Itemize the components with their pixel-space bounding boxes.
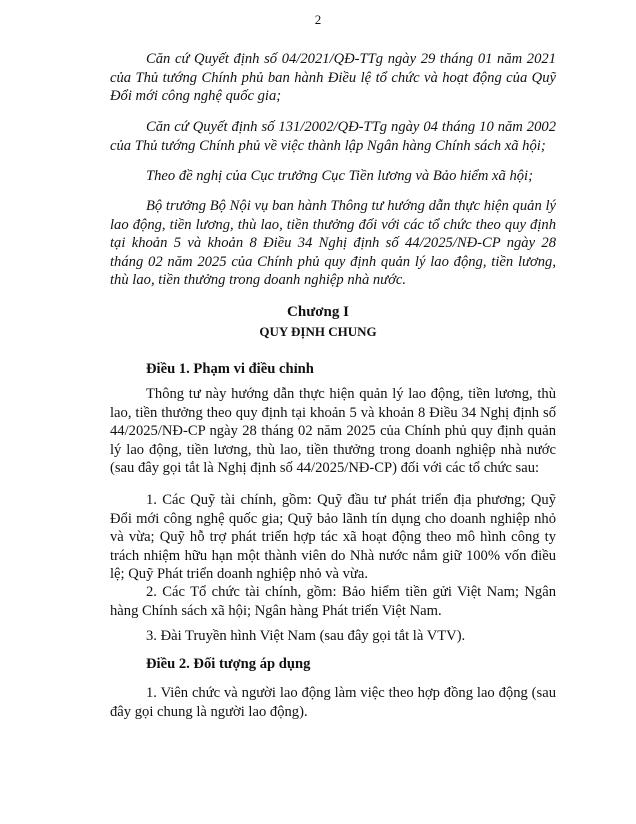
preamble-paragraph-1: Căn cứ Quyết định số 04/2021/QĐ-TTg ngày 29 tháng 01 năm 2021 của Thủ tướng Chính phủ ban hành Điều lệ tổ chức và hoạt động của Quỹ Đổi mới công nghệ quốc gia; (110, 51, 556, 104)
article-1-item-2: 2. Các Tổ chức tài chính, gồm: Bảo hiểm tiền gửi Việt Nam; Ngân hàng Chính sách xã hội; Ngân hàng Phát triển Việt Nam. (110, 584, 556, 619)
preamble-paragraph-4: Bộ trưởng Bộ Nội vụ ban hành Thông tư hướng dẫn thực hiện quản lý lao động, tiền lương, thù lao, tiền thưởng đối với các tổ chức theo quy định tại khoản 5 và khoản 8 Điều 34 Nghị định số 44/2025/NĐ-CP ngày 28 tháng 02 năm 2025 của Chính phủ quy định quản lý lao động, tiền lương, thù lao, tiền thưởng trong doanh nghiệp nhà nước. (110, 198, 556, 288)
chapter-title: Chương I (287, 304, 349, 320)
chapter-subtitle: QUY ĐỊNH CHUNG (259, 324, 377, 339)
article-1-intro: Thông tư này hướng dẫn thực hiện quản lý lao động, tiền lương, thù lao, tiền thưởng theo quy định tại khoản 5 và khoản 8 Điều 34 Nghị định số 44/2025/NĐ-CP ngày 28 tháng 02 năm 2025 của Chính phủ quy định quản lý lao động, tiền lương, thù lao, tiền thưởng trong doanh nghiệp nhà nước (sau đây gọi tắt là Nghị định số 44/2025/NĐ-CP) đối với các tổ chức sau: (110, 386, 556, 476)
article-1-item-1: 1. Các Quỹ tài chính, gồm: Quỹ đầu tư phát triển địa phương; Quỹ Đổi mới công nghệ quốc gia; Quỹ bảo lãnh tín dụng cho doanh nghiệp nhỏ và vừa; Quỹ hỗ trợ phát triển hợp tác xã hoạt động theo mô hình công ty trách nhiệm hữu hạn một thành viên do Nhà nước nắm giữ 100% vốn điều lệ; Quỹ Phát triển doanh nghiệp nhỏ và vừa. (110, 492, 556, 582)
article-1-heading: Điều 1. Phạm vi điều chỉnh (146, 361, 314, 377)
article-1-item-3: 3. Đài Truyền hình Việt Nam (sau đây gọi tắt là VTV). (146, 628, 466, 644)
preamble-paragraph-3: Theo đề nghị của Cục trưởng Cục Tiền lương và Bảo hiểm xã hội; (146, 168, 533, 184)
article-2-heading: Điều 2. Đối tượng áp dụng (146, 656, 311, 672)
article-2-item-1: 1. Viên chức và người lao động làm việc theo hợp đồng lao động (sau đây gọi chung là người lao động). (110, 685, 556, 720)
preamble-paragraph-2: Căn cứ Quyết định số 131/2002/QĐ-TTg ngày 04 tháng 10 năm 2002 của Thủ tướng Chính phủ về việc thành lập Ngân hàng Chính sách xã hội; (110, 119, 556, 154)
page-number: 2 (314, 12, 322, 27)
